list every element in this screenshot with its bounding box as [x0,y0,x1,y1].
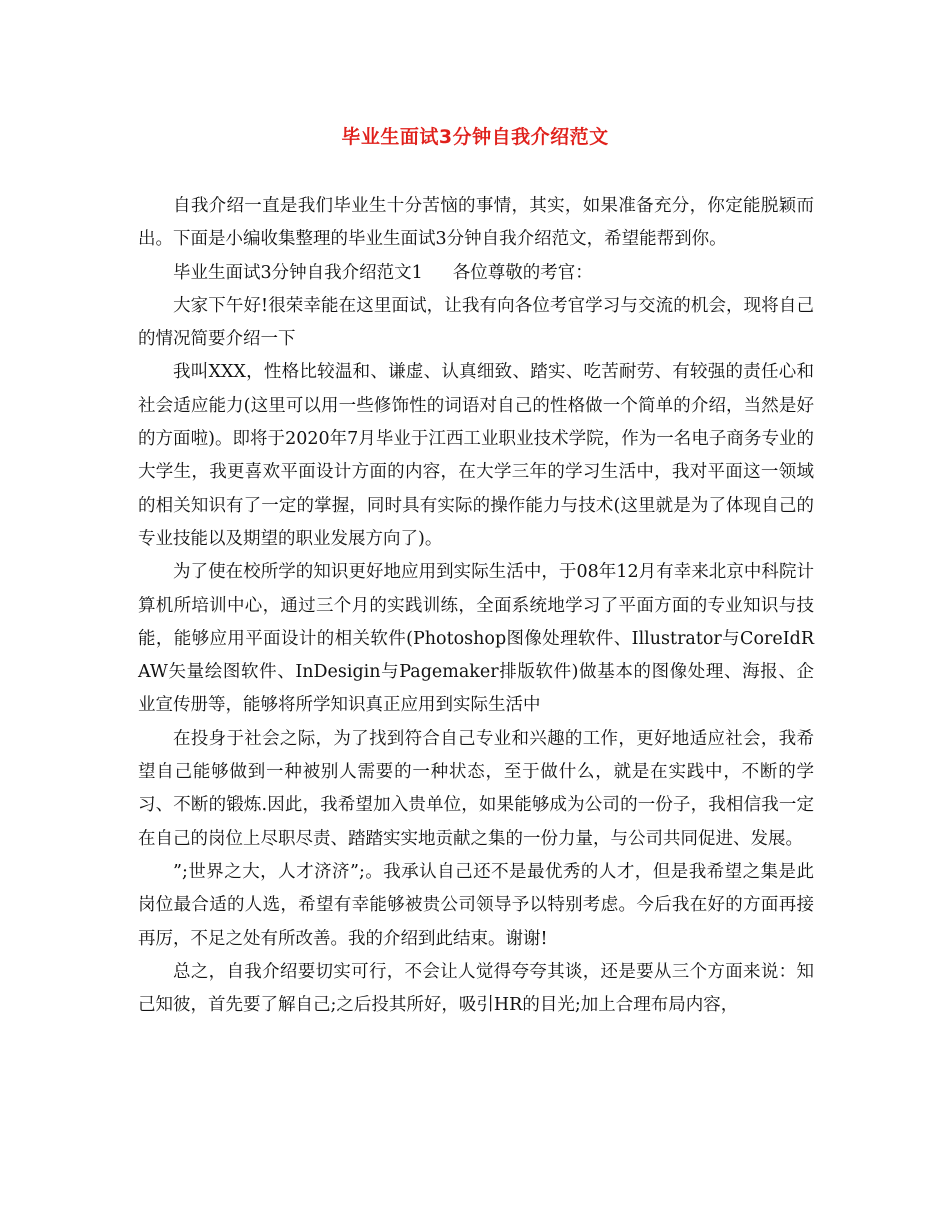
document-title: 毕业生面试3分钟自我介绍范文 [341,126,609,148]
summary-paragraph: 总之，自我介绍要切实可行，不会让人觉得夸夸其谈，还是要从三个方面来说：知己知彼，首先要了解自己;之后投其所好，吸引HR的目光;加上合理布局内容， [138,961,814,1016]
salutation: 各位尊敬的考官： [452,262,593,283]
sample-heading-line [138,257,814,290]
intro-paragraph: 自我介绍一直是我们毕业生十分苦恼的事情，其实，如果准备充分，你定能脱颖而出。下面是小编收集整理的毕业生面试3分钟自我介绍范文，希望能帮到你。 [138,196,814,250]
closing-paragraph: ”;世界之大，人才济济”;。我承认自己还不是最优秀的人才，但是我希望之集是此岗位最合适的人选，希望有幸能够被贵公司领导予以特别考虑。今后我在好的方面再接再厉，不足之处有所改善。我的介绍到此结束。谢谢! [138,861,814,949]
aspiration-paragraph: 在投身于社会之际，为了找到符合自己专业和兴趣的工作，更好地适应社会，我希望自己能够做到一种被别人需要的一种状态，至于做什么，就是在实践中，不断的学习、不断的锻炼.因此，我希望加入贵单位，如果能够成为公司的一份子，我相信我一定在自己的岗位上尽职尽责、踏踏实实地贡献之集的一份力量，与公司共同促进、发展。 [138,728,814,849]
document-body [138,190,814,1022]
sample-heading: 毕业生面试3分钟自我介绍范文1 [173,262,423,283]
greeting-paragraph: 大家下午好!很荣幸能在这里面试，让我有向各位考官学习与交流的机会，现将自己的情况简要介绍一下 [138,295,814,350]
self-description-paragraph: 我叫XXX，性格比较温和、谦虚、认真细致、踏实、吃苦耐劳、有较强的责任心和社会适应能力(这里可以用一些修饰性的词语对自己的性格做一个简单的介绍，当然是好的方面啦)。即将于2020年7月毕业于江西工业职业技术学院，作为一名电子商务专业的大学生，我更喜欢平面设计方面的内容，在大学三年的学习生活中，我对平面这一领域的相关知识有了一定的掌握，同时具有实际的操作能力与技术(这里就是为了体现自己的专业技能以及期望的职业发展方向了)。 [138,362,814,549]
training-paragraph: 为了使在校所学的知识更好地应用到实际生活中，于08年12月有幸来北京中科院计算机所培训中心，通过三个月的实践训练，全面系统地学习了平面方面的专业知识与技能，能够应用平面设计的相关软件(Photoshop图像处理软件、Illustrator与CoreIdRAW矢量绘图软件、InDesigin与Pagemaker排版软件)做基本的图像处理、海报、企业宣传册等，能够将所学知识真正应用到实际生活中 [138,562,814,716]
